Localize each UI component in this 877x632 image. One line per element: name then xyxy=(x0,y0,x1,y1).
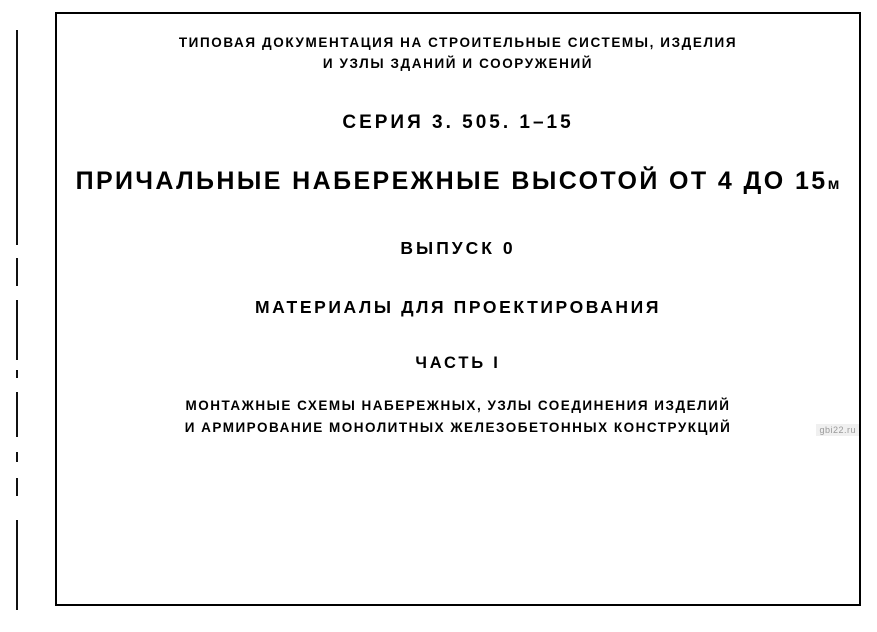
header-line-1: ТИПОВАЯ ДОКУМЕНТАЦИЯ НА СТРОИТЕЛЬНЫЕ СИСТЕМЫ, ИЗДЕЛИЯ xyxy=(178,35,738,50)
watermark: gbi22.ru xyxy=(816,424,859,436)
document-subject: МАТЕРИАЛЫ ДЛЯ ПРОЕКТИРОВАНИЯ xyxy=(254,297,661,317)
document-title-unit: м xyxy=(827,176,841,193)
issue-number: ВЫПУСК 0 xyxy=(400,238,516,258)
description-line-1: МОНТАЖНЫЕ СХЕМЫ НАБЕРЕЖНЫХ, УЗЛЫ СОЕДИНЕНИЯ ИЗДЕЛИЙ xyxy=(185,398,731,413)
binding-mark xyxy=(16,452,18,462)
binding-mark xyxy=(16,370,18,378)
document-header xyxy=(57,32,859,74)
document-title xyxy=(57,167,859,196)
document-description xyxy=(57,395,859,439)
binding-mark xyxy=(16,478,18,496)
binding-mark xyxy=(16,520,18,610)
series-number: СЕРИЯ 3. 505. 1–15 xyxy=(342,112,574,133)
binding-mark xyxy=(16,258,18,286)
description-line-2: И АРМИРОВАНИЕ МОНОЛИТНЫХ ЖЕЛЕЗОБЕТОННЫХ КОНСТРУКЦИЙ xyxy=(184,420,732,435)
header-line-2: И УЗЛЫ ЗДАНИЙ И СООРУЖЕНИЙ xyxy=(322,56,594,71)
document-title-text: ПРИЧАЛЬНЫЕ НАБЕРЕЖНЫЕ ВЫСОТОЙ ОТ 4 ДО 15 xyxy=(75,167,828,195)
title-page-content xyxy=(57,14,859,604)
binding-mark xyxy=(16,30,18,245)
binding-mark xyxy=(16,392,18,437)
binding-mark xyxy=(16,300,18,360)
part-number: ЧАСТЬ I xyxy=(415,354,501,372)
